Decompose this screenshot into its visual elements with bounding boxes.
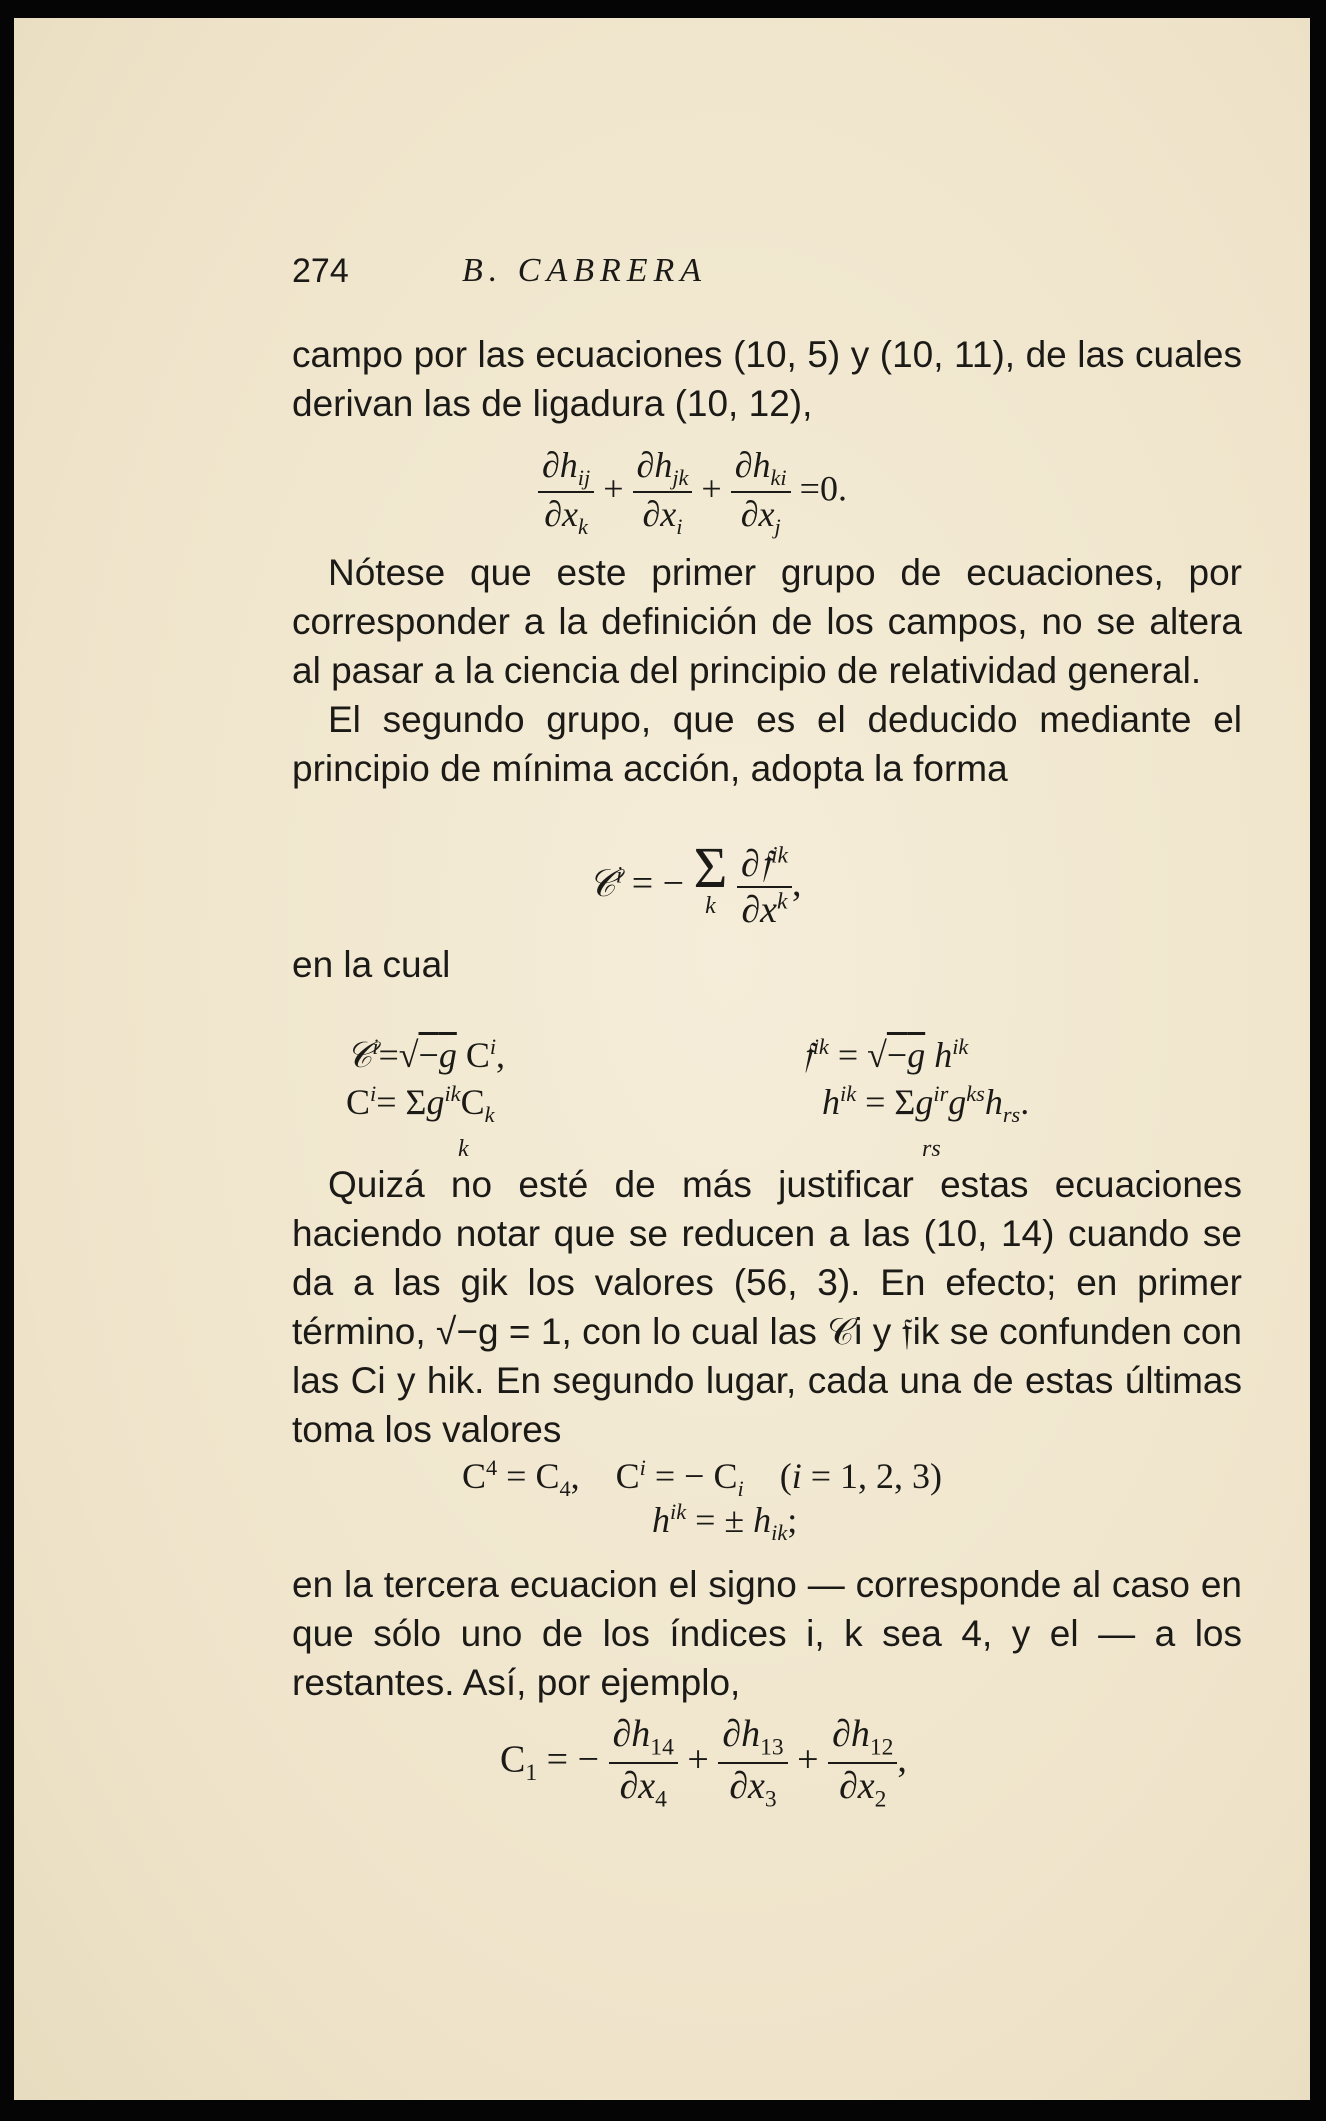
paragraph-4: Quizá no esté de más justificar estas ecuaciones haciendo notar que se reducen a las (10, 14) cuando se da a las gik los valores (56, 3). En efecto; en primer término, √−g = 1, con lo cual las 𝒞i y 𝔣ik se confunden con las Ci y hik. En segundo lugar, cada una de estas últimas toma los valores xyxy=(292,1164,1242,1450)
page-header xyxy=(292,252,892,291)
paragraph-3: en la cual xyxy=(292,944,451,985)
equation-3b: 𝔣$^{ik}$ = √−g $h^{ik}$ xyxy=(802,1034,969,1075)
equation-1: $\frac{\partial h_{ij}}{\partial x_k}$ + $\frac{\partial h_{jk}}{\partial x_i}$ + $\frac{\partial h_{ki}}{\partial x_j}$ =0. xyxy=(538,444,847,540)
paragraph-2: Nótese que este primer grupo de ecuaciones, por corresponder a la definición de los campos, no se altera al pasar a la ciencia del principio de relatividad general. El segundo grupo, que es el deducido mediante el principio de mínima acción, adopta la forma xyxy=(292,552,1242,789)
paragraph-5: en la tercera ecuacion el signo — corresponde al caso en que sólo uno de los índices i, k sea 4, y el — a los restantes. Así, por ejemplo, xyxy=(292,1564,1242,1703)
equation-5: $C_1$ = − $\frac{\partial h_{14}}{\partial x_4}$ + $\frac{\partial h_{13}}{\partial x_3}$ + $\frac{\partial h_{12}}{\partial x_2}$ , xyxy=(500,1713,907,1813)
paragraph-1: campo por las ecuaciones (10, 5) y (10, 11), de las cuales derivan las de ligadura (10, 12), xyxy=(292,334,1242,424)
equation-3d: $h^{ik} = \Sigma g^{ir}g^{ks}h_{rs}$. rs xyxy=(822,1081,1030,1163)
equation-3c: $C^i= \Sigma g^{ik}C_k$ k xyxy=(346,1081,495,1163)
page-number: 274 xyxy=(292,252,349,290)
equation-2: 𝒞$^i$ = − Σ k $\frac{\partial 𝔣^{ik}}{\partial x^k}$ , xyxy=(588,835,802,931)
running-head: B. CABRERA xyxy=(462,252,708,289)
equation-4a: $C^4 = C_4$, $C^i$ = − $C_i$ (i = 1, 2, 3) xyxy=(462,1455,943,1502)
equation-4b: $h^{ik}$ = ± $h_{ik}$; xyxy=(652,1499,798,1546)
equation-3a: 𝒞$^i$=√−g $C^i$, xyxy=(346,1034,506,1075)
